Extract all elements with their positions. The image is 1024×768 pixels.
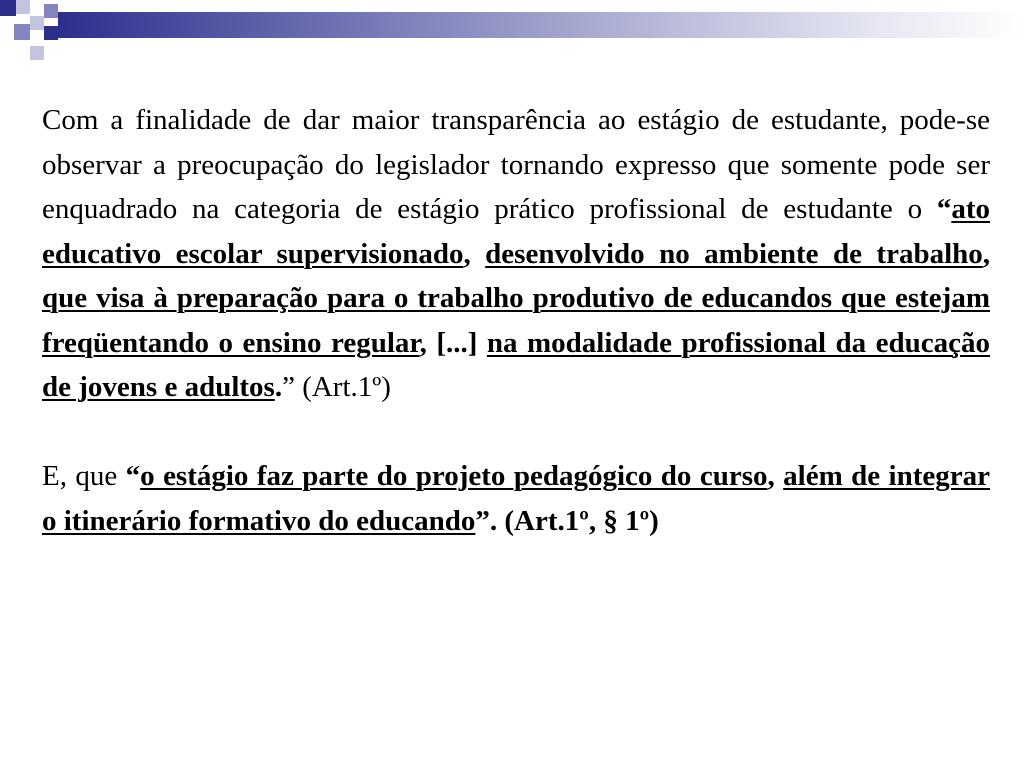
p2-intro: E, que	[42, 460, 126, 492]
p2-quote-part-1: o estágio faz parte do projeto pedagógico do curso	[140, 460, 768, 492]
p2-citation: Art.1º, § 1º)	[514, 504, 659, 537]
paragraph-2	[42, 454, 990, 543]
p1-quote-part-3: que visa à preparação para o trabalho produtivo de educandos que estejam freqüentando o ensino regular	[42, 282, 990, 359]
deco-square-mid-1	[44, 4, 58, 18]
deco-square-mid-2	[14, 24, 30, 40]
p1-sep-2: ,	[982, 237, 991, 270]
slide-decoration	[0, 0, 1024, 80]
p1-end-dot: .	[274, 371, 283, 403]
p1-sep-3: , [...]	[419, 326, 487, 359]
deco-square-dark-1	[0, 0, 16, 16]
deco-square-light-1	[16, 0, 30, 14]
paragraph-1	[42, 98, 990, 410]
p2-close: ”. (	[475, 504, 515, 537]
p1-quote-part-1: ato educativo escolar supervisionado	[42, 193, 990, 270]
p1-sep-1: ,	[463, 237, 486, 270]
p2-open-quote: “	[125, 460, 141, 492]
deco-gradient-bar	[58, 12, 1024, 38]
p1-quote-part-4: na modalidade profissional da educação de jovens e adultos	[42, 326, 990, 403]
deco-square-light-2	[30, 16, 44, 30]
p2-quote-part-2: além de integrar o itinerário formativo do educando	[42, 460, 991, 537]
deco-square-light-3	[30, 46, 44, 60]
deco-square-dark-2	[44, 26, 58, 40]
p1-citation: ” (Art.1º)	[282, 371, 391, 403]
p1-intro: Com a finalidade de dar maior transparência ao estágio de estudante, pode-se observar a preocupação do legislador tornando expresso que somente pode ser enquadrado na categoria de estágio prático profissional de estudante o	[42, 104, 990, 225]
p1-quote-part-2: desenvolvido no ambiente de trabalho	[485, 237, 983, 270]
slide-body	[42, 98, 990, 543]
p2-sep-1: ,	[767, 460, 784, 492]
p1-open-quote: “	[936, 193, 952, 225]
